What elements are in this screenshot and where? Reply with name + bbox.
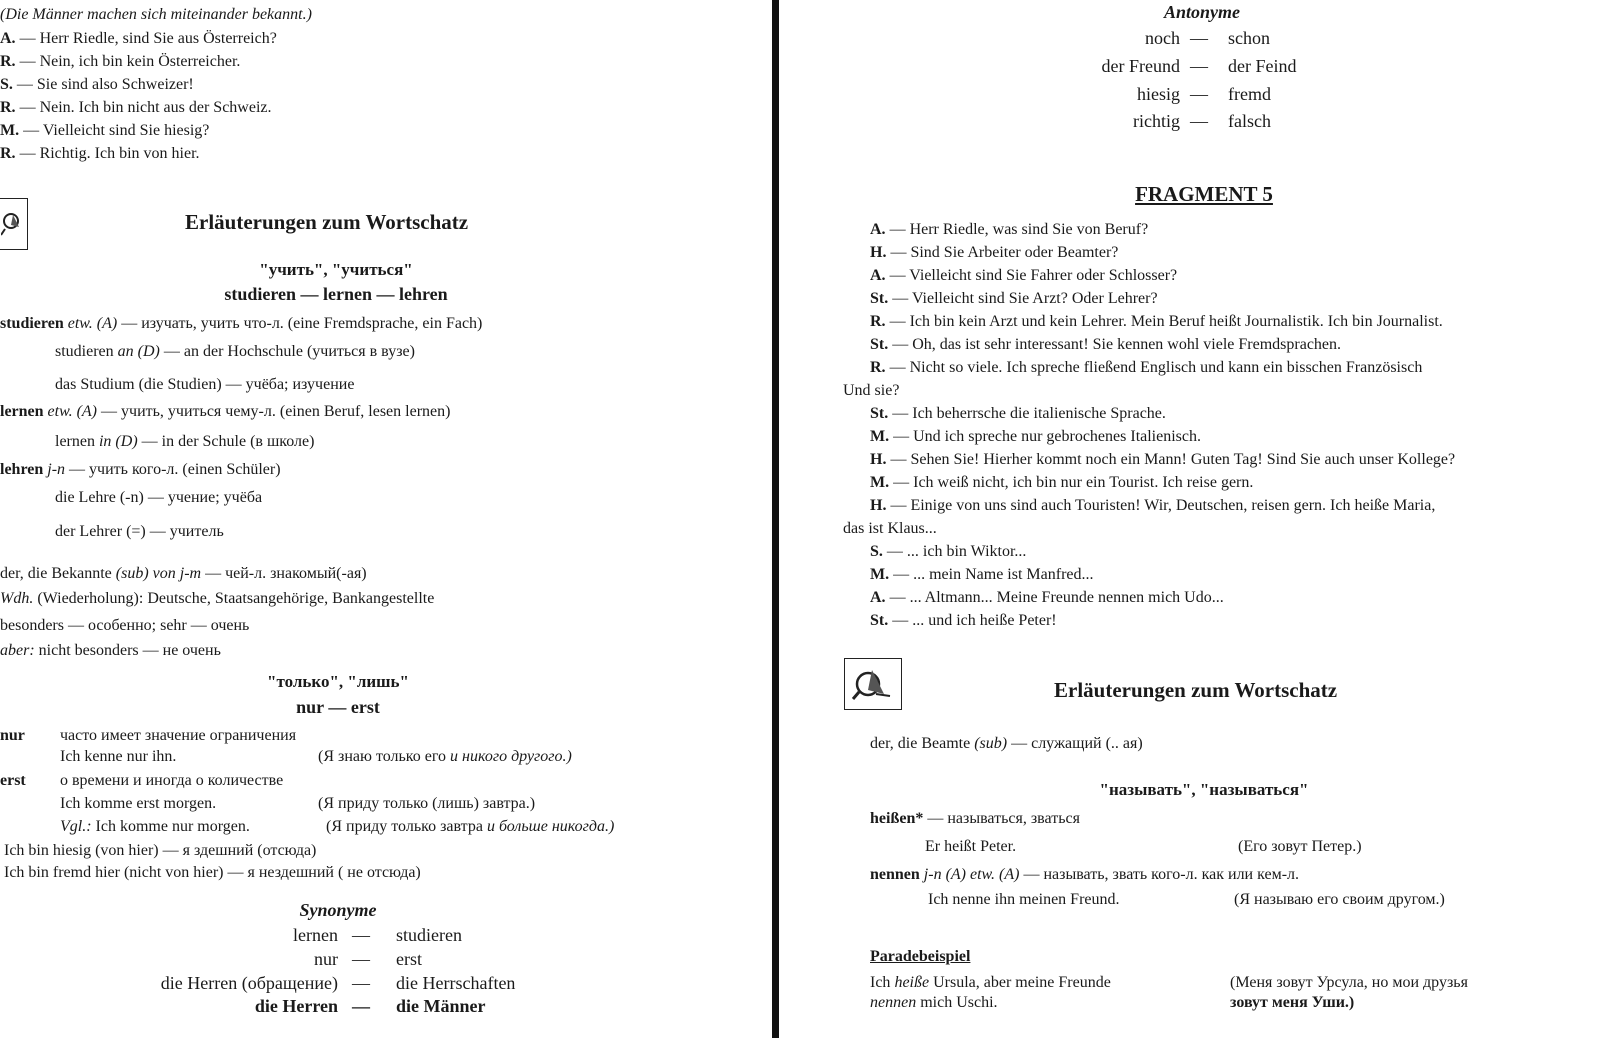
parade-example-ru-line2: зовут меня Уши.) (1230, 994, 1355, 1011)
dialog-line: S. — Sie sind also Schweizer! (0, 76, 194, 93)
antonym-right: fremd (1228, 84, 1271, 104)
dialog-line: A. — Herr Riedle, sind Sie aus Österreich? (0, 30, 277, 47)
dialog-line: A. — ... Altmann... Meine Freunde nennen mich Udo... (870, 589, 1224, 606)
nur-example-ru: (Я знаю только его и никого другого.) (318, 748, 572, 765)
vocab-entry: Wdh. (Wiederholung): Deutsche, Staatsangehörige, Bankangestellte (0, 590, 435, 607)
nennen-entry: nennen j-n (A) etw. (A) — называть, звать кого-л. как или кем-л. (870, 866, 1300, 883)
antonyme-title: Antonyme (1163, 2, 1241, 22)
antonym-dash: — (1190, 56, 1208, 76)
nur-description: часто имеет значение ограничения (60, 727, 297, 744)
heissen-example-ru: (Его зовут Петер.) (1238, 838, 1362, 855)
synonym-dash: — (352, 925, 370, 945)
vocab-entry: studieren an (D) — an der Hochschule (учиться в вузе) (55, 343, 415, 360)
dialog-line: H. — Sehen Sie! Hierher kommt noch ein Mann! Guten Tag! Sind Sie auch unser Kollege? (870, 451, 1456, 468)
synonym-right: studieren (396, 925, 462, 945)
dialog-line: St. — Ich beherrsche die italienische Sprache. (870, 405, 1166, 422)
group2-title-de: nur — erst (296, 697, 380, 717)
synonym-dash: — (352, 973, 370, 993)
right-section-title: Erläuterungen zum Wortschatz (1054, 678, 1338, 702)
vocab-entry: das Studium (die Studien) — учёба; изучение (55, 376, 355, 393)
antonym-right: der Feind (1228, 56, 1297, 76)
parade-title: Paradebeispiel (870, 948, 971, 965)
vocab-entry: besonders — особенно; sehr — очень (0, 617, 250, 634)
group1-title-de: studieren — lernen — lehren (224, 284, 448, 304)
synonym-dash: — (352, 996, 370, 1016)
antonym-dash: — (1190, 111, 1208, 131)
nennen-example-de: Ich nenne ihn meinen Freund. (928, 891, 1120, 908)
left-page (0, 0, 770, 1038)
synonym-left: lernen (293, 925, 338, 945)
heissen-example-de: Er heißt Peter. (925, 838, 1017, 855)
group1-title-ru: "учить", "учиться" (259, 260, 413, 279)
antonym-dash: — (1190, 28, 1208, 48)
parade-example-de-line2: nennen mich Uschi. (870, 994, 998, 1011)
vgl-example-ru: (Я приду только завтра и больше никогда.) (326, 818, 615, 835)
heissen-entry: heißen* — называться, зваться (870, 810, 1080, 827)
vocab-entry: lernen in (D) — in der Schule (в школе) (55, 433, 315, 450)
right-page (790, 0, 1603, 1038)
nur-label: nur (0, 727, 25, 744)
dialog-line: M. — Und ich spreche nur gebrochenes Italienisch. (870, 428, 1201, 445)
antonym-left: hiesig (1137, 84, 1180, 104)
parade-example-ru-line1: (Меня зовут Урсула, но мои друзья (1230, 974, 1468, 991)
erst-description: о времени и иногда о количестве (60, 772, 284, 789)
synonym-right: die Herrschaften (396, 973, 516, 993)
dialog-line: M. — ... mein Name ist Manfred... (870, 566, 1094, 583)
synonym-left: die Herren (254, 996, 338, 1016)
antonym-right: schon (1228, 28, 1270, 48)
vgl-example-de: Vgl.: Ich komme nur morgen. (60, 818, 250, 835)
vocab-entry: lehren j-n — учить кого-л. (einen Schüler) (0, 461, 281, 478)
dialog-line: St. — Vielleicht sind Sie Arzt? Oder Lehrer? (870, 290, 1158, 307)
left-section-title: Erläuterungen zum Wortschatz (185, 210, 469, 234)
vocab-entry: studieren etw. (A) — изучать, учить что-л. (eine Fremdsprache, ein Fach) (0, 315, 483, 332)
beamte-entry: der, die Beamte (sub) — служащий (.. ая) (870, 735, 1143, 752)
synonym-right: erst (396, 949, 422, 969)
erst-example-ru: (Я приду только (лишь) завтра.) (318, 795, 536, 812)
dialog-line: St. — Oh, das ist sehr interessant! Sie kennen wohl viele Fremdsprachen. (870, 336, 1342, 353)
erst-example-de: Ich komme erst morgen. (60, 795, 217, 812)
synonym-right: die Männer (396, 996, 486, 1016)
vocab-entry: der, die Bekannte (sub) von j-m — чей-л. знакомый(-ая) (0, 565, 367, 582)
intro-note: (Die Männer machen sich miteinander bekannt.) (0, 6, 312, 23)
dialog-line: A. — Vielleicht sind Sie Fahrer oder Schlosser? (870, 267, 1178, 284)
dialog-line: R. — Ich bin kein Arzt und kein Lehrer. Mein Beruf heißt Journalistik. Ich bin Journalist. (870, 313, 1443, 330)
fremd-line: Ich bin fremd hier (nicht von hier) — я нездешний ( не отсюда) (4, 864, 421, 881)
vocab-entry: die Lehre (-n) — учение; учёба (55, 489, 263, 506)
antonym-left: noch (1145, 28, 1180, 48)
page-gutter (772, 0, 779, 1038)
dialog-line: H. — Sind Sie Arbeiter oder Beamter? (870, 244, 1119, 261)
synonym-dash: — (352, 949, 370, 969)
dialog-line: R. — Nicht so viele. Ich spreche fließend Englisch und kann ein bisschen Französisch (870, 359, 1423, 376)
dialog-line: Und sie? (843, 382, 900, 399)
antonym-left: richtig (1133, 111, 1180, 131)
nur-example-de: Ich kenne nur ihn. (60, 748, 177, 765)
dialog-line: A. — Herr Riedle, was sind Sie von Beruf? (870, 221, 1149, 238)
group2-title-ru: "только", "лишь" (267, 672, 409, 691)
antonym-right: falsch (1228, 111, 1271, 131)
synonyme-title: Synonyme (299, 900, 377, 920)
parade-example-de-line1: Ich heiße Ursula, aber meine Freunde (870, 974, 1111, 991)
nennen-example-ru: (Я называю его своим другом.) (1234, 891, 1445, 908)
dialog-line: R. — Richtig. Ich bin von hier. (0, 145, 200, 162)
vocabulary-magnifier-icon (0, 198, 28, 250)
dialog-line: R. — Nein, ich bin kein Österreicher. (0, 53, 241, 70)
vocabulary-magnifier-icon (844, 658, 902, 710)
dialog-line: S. — ... ich bin Wiktor... (870, 543, 1027, 560)
group-title-ru: "называть", "называться" (1099, 780, 1309, 799)
vocab-entry: der Lehrer (=) — учитель (55, 523, 224, 540)
dialog-line: St. — ... und ich heiße Peter! (870, 612, 1057, 629)
dialog-line: R. — Nein. Ich bin nicht aus der Schweiz. (0, 99, 272, 116)
erst-label: erst (0, 772, 26, 789)
fragment-title: FRAGMENT 5 (1135, 182, 1273, 206)
dialog-line: das ist Klaus... (843, 520, 937, 537)
hiesig-line: Ich bin hiesig (von hier) — я здешний (отсюда) (4, 842, 317, 859)
dialog-line: M. — Ich weiß nicht, ich bin nur ein Tourist. Ich reise gern. (870, 474, 1254, 491)
synonym-left: nur (314, 949, 338, 969)
vocab-entry: lernen etw. (A) — учить, учиться чему-л. (einen Beruf, lesen lernen) (0, 403, 451, 420)
synonym-left: die Herren (обращение) (160, 973, 338, 993)
antonym-left: der Freund (1101, 56, 1180, 76)
vocab-entry: aber: nicht besonders — не очень (0, 642, 221, 659)
dialog-line: M. — Vielleicht sind Sie hiesig? (0, 122, 210, 139)
dialog-line: H. — Einige von uns sind auch Touristen! Wir, Deutschen, reisen gern. Ich heiße Maria, (870, 497, 1436, 514)
antonym-dash: — (1190, 84, 1208, 104)
